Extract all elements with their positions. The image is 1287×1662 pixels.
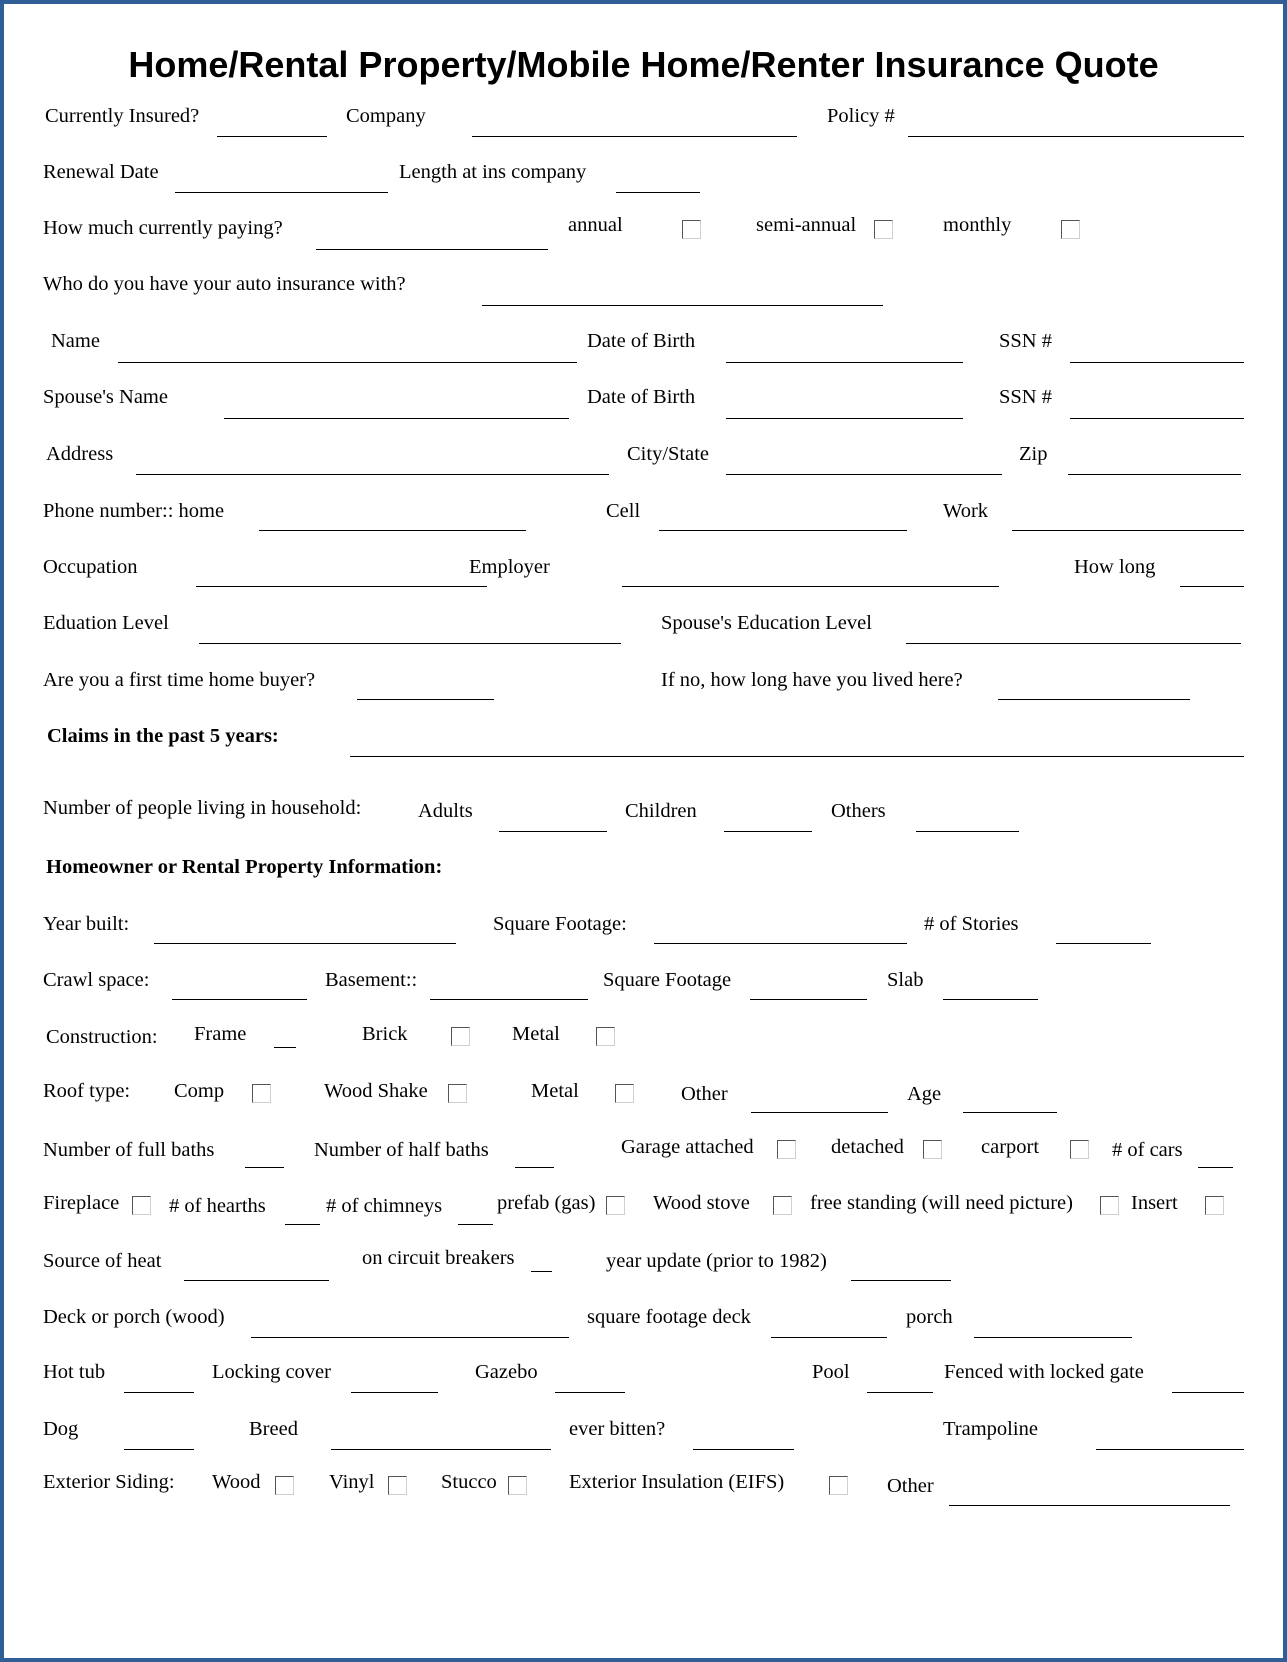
gazebo-label: Gazebo: [475, 1361, 538, 1383]
occupation-field[interactable]: [196, 586, 487, 587]
claims-label: Claims in the past 5 years:: [47, 725, 279, 747]
basement-label: Basement::: [325, 969, 418, 991]
fireplace-label: Fireplace: [43, 1192, 120, 1214]
bitten-field[interactable]: [693, 1449, 794, 1450]
half-baths-field[interactable]: [515, 1167, 554, 1168]
wood-shake-label: Wood Shake: [324, 1080, 428, 1102]
siding-eifs-checkbox[interactable]: [829, 1476, 848, 1495]
ssn-field[interactable]: [1070, 362, 1244, 363]
siding-eifs-label: Exterior Insulation (EIFS): [569, 1471, 785, 1493]
dob-field[interactable]: [726, 362, 963, 363]
spouse-education-label: Spouse's Education Level: [661, 612, 872, 634]
work-label: Work: [943, 500, 989, 522]
carport-label: carport: [981, 1136, 1040, 1158]
siding-stucco-label: Stucco: [441, 1471, 497, 1493]
year-update-field[interactable]: [851, 1280, 951, 1281]
roof-metal-label: Metal: [531, 1080, 579, 1102]
currently-insured-label: Currently Insured?: [45, 105, 200, 127]
comp-label: Comp: [174, 1080, 225, 1102]
employer-field[interactable]: [622, 586, 999, 587]
address-field[interactable]: [136, 474, 609, 475]
fenced-field[interactable]: [1172, 1392, 1244, 1393]
children-field[interactable]: [724, 831, 812, 832]
dob-label: Date of Birth: [587, 330, 696, 352]
exterior-siding-label: Exterior Siding:: [43, 1471, 175, 1493]
locking-cover-field[interactable]: [351, 1392, 438, 1393]
how-long-field[interactable]: [1180, 586, 1244, 587]
roof-other-label: Other: [681, 1083, 728, 1105]
policy-label: Policy #: [827, 105, 895, 127]
sq-deck-label: square footage deck: [587, 1306, 751, 1328]
locking-cover-label: Locking cover: [212, 1361, 331, 1383]
spouse-dob-field[interactable]: [726, 418, 963, 419]
pool-label: Pool: [812, 1361, 850, 1383]
lived-here-field[interactable]: [998, 699, 1190, 700]
spouse-dob-label: Date of Birth: [587, 386, 696, 408]
wood-stove-checkbox[interactable]: [773, 1196, 792, 1215]
name-label: Name: [51, 330, 100, 352]
dog-field[interactable]: [124, 1449, 194, 1450]
semi-annual-checkbox[interactable]: [874, 220, 893, 239]
porch-label: porch: [906, 1306, 953, 1328]
siding-wood-label: Wood: [212, 1471, 261, 1493]
prefab-label: prefab (gas): [497, 1192, 596, 1214]
how-long-label: How long: [1074, 556, 1156, 578]
full-baths-field[interactable]: [245, 1167, 284, 1168]
wood-stove-label: Wood stove: [653, 1192, 750, 1214]
bitten-label: ever bitten?: [569, 1418, 666, 1440]
chimneys-label: # of chimneys: [326, 1195, 443, 1217]
brick-checkbox[interactable]: [451, 1027, 470, 1046]
metal-label: Metal: [512, 1023, 560, 1045]
sq-footage-label: Square Footage:: [493, 913, 627, 935]
trampoline-field[interactable]: [1096, 1449, 1244, 1450]
frame-field[interactable]: [274, 1047, 296, 1048]
detached-checkbox[interactable]: [923, 1140, 942, 1159]
paying-label: How much currently paying?: [43, 217, 283, 239]
education-field[interactable]: [199, 643, 621, 644]
fireplace-checkbox[interactable]: [132, 1196, 151, 1215]
pool-field[interactable]: [867, 1392, 933, 1393]
roof-age-field[interactable]: [963, 1112, 1057, 1113]
company-field[interactable]: [472, 136, 797, 137]
auto-insurance-label: Who do you have your auto insurance with?: [43, 273, 406, 295]
page-title: Home/Rental Property/Mobile Home/Renter Insurance Quote: [128, 44, 1159, 85]
work-field[interactable]: [1012, 530, 1244, 531]
year-built-label: Year built:: [43, 913, 130, 935]
semi-annual-label: semi-annual: [756, 214, 857, 236]
annual-checkbox[interactable]: [682, 220, 701, 239]
employer-label: Employer: [469, 556, 550, 578]
roof-metal-checkbox[interactable]: [615, 1084, 634, 1103]
city-state-field[interactable]: [726, 474, 1002, 475]
spouse-ssn-label: SSN #: [999, 386, 1052, 408]
address-label: Address: [46, 443, 114, 465]
siding-other-label: Other: [887, 1475, 934, 1497]
detached-label: detached: [831, 1136, 904, 1158]
adults-label: Adults: [418, 800, 473, 822]
first-time-buyer-label: Are you a first time home buyer?: [43, 669, 316, 691]
year-built-field[interactable]: [154, 943, 456, 944]
basement-sq-footage-field[interactable]: [750, 999, 867, 1000]
stories-field[interactable]: [1056, 943, 1151, 944]
fenced-label: Fenced with locked gate: [944, 1361, 1144, 1383]
construction-label: Construction:: [46, 1026, 158, 1048]
breakers-label: on circuit breakers: [362, 1247, 515, 1269]
phone-home-label: Phone number:: home: [43, 500, 225, 522]
policy-field[interactable]: [908, 136, 1244, 137]
siding-stucco-checkbox[interactable]: [508, 1476, 527, 1495]
free-standing-checkbox[interactable]: [1100, 1196, 1119, 1215]
free-standing-label: free standing (will need picture): [810, 1192, 1073, 1214]
sq-footage-field[interactable]: [654, 943, 907, 944]
chimneys-field[interactable]: [458, 1224, 493, 1225]
frame-label: Frame: [194, 1023, 247, 1045]
deck-field[interactable]: [251, 1337, 569, 1338]
monthly-label: monthly: [943, 214, 1012, 236]
occupation-label: Occupation: [43, 556, 138, 578]
insert-label: Insert: [1131, 1192, 1178, 1214]
trampoline-label: Trampoline: [943, 1418, 1038, 1440]
roof-type-label: Roof type:: [43, 1080, 131, 1102]
company-label: Company: [346, 105, 426, 127]
hearths-field[interactable]: [285, 1224, 320, 1225]
prefab-checkbox[interactable]: [606, 1196, 625, 1215]
sq-deck-field[interactable]: [771, 1337, 887, 1338]
source-heat-field[interactable]: [184, 1280, 329, 1281]
half-baths-label: Number of half baths: [314, 1139, 489, 1161]
zip-field[interactable]: [1068, 474, 1241, 475]
slab-label: Slab: [887, 969, 924, 991]
source-heat-label: Source of heat: [43, 1250, 162, 1272]
others-field[interactable]: [916, 831, 1019, 832]
breakers-field[interactable]: [531, 1271, 552, 1272]
deck-label: Deck or porch (wood): [43, 1306, 225, 1328]
cell-label: Cell: [606, 500, 641, 522]
crawl-space-field[interactable]: [172, 999, 307, 1000]
claims-field[interactable]: [350, 756, 1244, 757]
renewal-date-label: Renewal Date: [43, 161, 159, 183]
carport-checkbox[interactable]: [1070, 1140, 1089, 1159]
lived-here-label: If no, how long have you lived here?: [661, 669, 963, 691]
year-update-label: year update (prior to 1982): [606, 1250, 827, 1272]
monthly-checkbox[interactable]: [1061, 220, 1080, 239]
cars-field[interactable]: [1198, 1167, 1233, 1168]
siding-vinyl-checkbox[interactable]: [388, 1476, 407, 1495]
dog-label: Dog: [43, 1418, 79, 1440]
brick-label: Brick: [362, 1023, 408, 1045]
garage-checkbox[interactable]: [777, 1140, 796, 1159]
paying-field[interactable]: [316, 249, 548, 250]
spouse-education-field[interactable]: [906, 643, 1241, 644]
auto-insurance-field[interactable]: [482, 305, 883, 306]
property-section-heading: Homeowner or Rental Property Information:: [46, 856, 443, 878]
crawl-space-label: Crawl space:: [43, 969, 150, 991]
household-label: Number of people living in household:: [43, 797, 362, 819]
full-baths-label: Number of full baths: [43, 1139, 215, 1161]
city-state-label: City/State: [627, 443, 709, 465]
siding-other-field[interactable]: [949, 1505, 1230, 1506]
gazebo-field[interactable]: [555, 1392, 625, 1393]
basement-field[interactable]: [430, 999, 588, 1000]
comp-checkbox[interactable]: [252, 1084, 271, 1103]
length-label: Length at ins company: [399, 161, 587, 183]
stories-label: # of Stories: [924, 913, 1019, 935]
currently-insured-field[interactable]: [217, 136, 327, 137]
ssn-label: SSN #: [999, 330, 1052, 352]
slab-field[interactable]: [943, 999, 1038, 1000]
name-field[interactable]: [118, 362, 577, 363]
cars-label: # of cars: [1112, 1139, 1183, 1161]
wood-shake-checkbox[interactable]: [448, 1084, 467, 1103]
breed-label: Breed: [249, 1418, 298, 1440]
garage-label: Garage attached: [621, 1136, 754, 1158]
others-label: Others: [831, 800, 886, 822]
insert-checkbox[interactable]: [1205, 1196, 1224, 1215]
roof-age-label: Age: [907, 1083, 942, 1105]
children-label: Children: [625, 800, 697, 822]
annual-label: annual: [568, 214, 623, 236]
adults-field[interactable]: [499, 831, 607, 832]
length-field[interactable]: [616, 192, 700, 193]
siding-wood-checkbox[interactable]: [275, 1476, 294, 1495]
metal-checkbox[interactable]: [596, 1027, 615, 1046]
cell-field[interactable]: [659, 530, 907, 531]
basement-sq-footage-label: Square Footage: [603, 969, 732, 991]
phone-home-field[interactable]: [259, 530, 526, 531]
education-label: Eduation Level: [43, 612, 169, 634]
spouse-ssn-field[interactable]: [1070, 418, 1244, 419]
spouse-name-label: Spouse's Name: [43, 386, 168, 408]
siding-vinyl-label: Vinyl: [329, 1471, 375, 1493]
roof-other-field[interactable]: [751, 1112, 888, 1113]
renewal-date-field[interactable]: [175, 192, 388, 193]
hearths-label: # of hearths: [169, 1195, 266, 1217]
hot-tub-label: Hot tub: [43, 1361, 106, 1383]
breed-field[interactable]: [331, 1449, 551, 1450]
zip-label: Zip: [1019, 443, 1048, 465]
hot-tub-field[interactable]: [124, 1392, 194, 1393]
first-time-buyer-field[interactable]: [357, 699, 494, 700]
porch-field[interactable]: [974, 1337, 1132, 1338]
spouse-name-field[interactable]: [224, 418, 569, 419]
